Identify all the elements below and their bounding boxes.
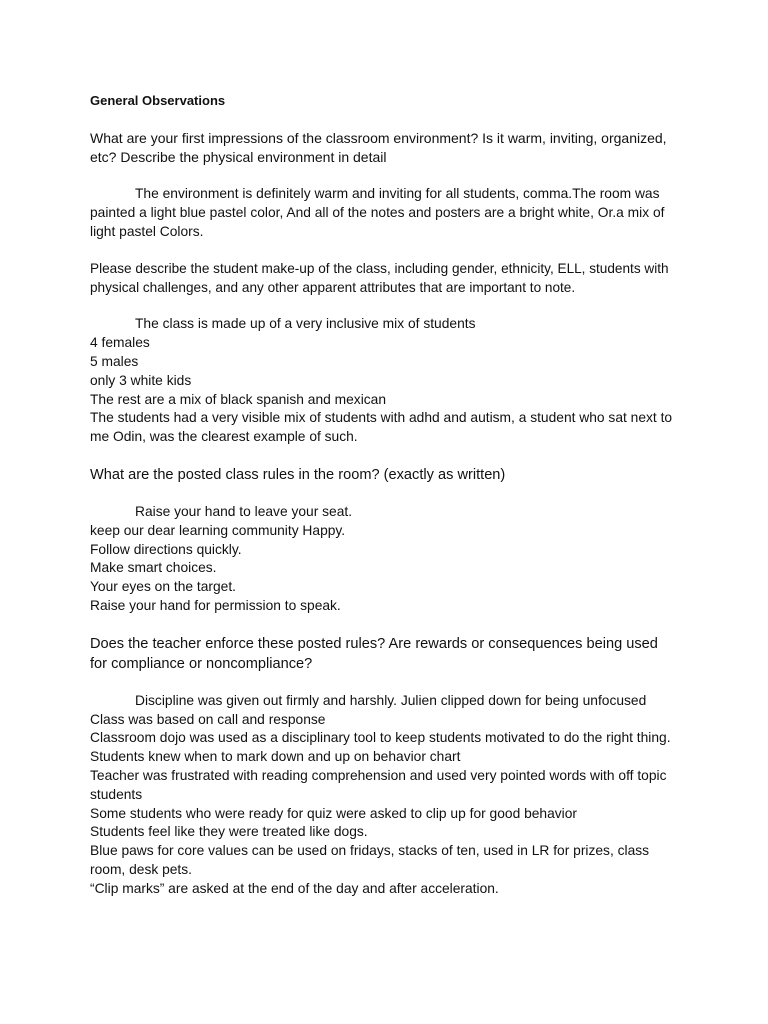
text-line: “Clip marks” are asked at the end of the day and after acceleration.	[90, 880, 499, 896]
text-line: Raise your hand to leave your seat.	[135, 503, 353, 519]
text-line: Students feel like they were treated like dogs.	[90, 824, 368, 840]
text-line: Follow directions quickly.	[90, 541, 242, 557]
text-line: keep our dear learning community Happy.	[90, 522, 346, 538]
text-line: Class was based on call and response	[90, 711, 326, 727]
question-posted-rules	[90, 465, 690, 485]
text-line: physical challenges, and any other apparent attributes that are important to note.	[90, 280, 576, 296]
text-line: Some students who were ready for quiz were asked to clip up for good behavior	[90, 805, 577, 821]
answer-rule-enforcement	[90, 692, 690, 899]
text-line: Does the teacher enforce these posted rules? Are rewards or consequences being used	[90, 635, 658, 652]
text-line: 5 males	[90, 353, 139, 369]
text-line: only 3 white kids	[90, 372, 192, 388]
question-rule-enforcement	[90, 634, 690, 674]
text-line: 4 females	[90, 335, 150, 351]
text-line: for compliance or noncompliance?	[90, 655, 313, 672]
text-line: What are the posted class rules in the room? (exactly as written)	[90, 466, 506, 483]
section-heading: General Observations	[90, 93, 226, 108]
text-line: Make smart choices.	[90, 560, 217, 576]
text-line: room, desk pets.	[90, 861, 192, 877]
text-line: painted a light blue pastel color, And all of the notes and posters are a bright white, Or.a mix of	[90, 204, 665, 220]
document-page	[90, 91, 690, 899]
answer-classroom-environment	[90, 185, 690, 241]
text-line: The environment is definitely warm and inviting for all students, comma.The room was	[135, 186, 660, 201]
text-line: me Odin, was the clearest example of such.	[90, 429, 358, 445]
answer-student-makeup	[90, 315, 690, 447]
answer-posted-rules	[90, 503, 690, 616]
text-line: Raise your hand for permission to speak.	[90, 597, 341, 613]
question-classroom-environment	[90, 129, 690, 167]
text-line: The students had a very visible mix of students with adhd and autism, a student who sat next to	[90, 410, 673, 426]
question-student-makeup	[90, 259, 690, 297]
text-line: Your eyes on the target.	[90, 579, 236, 595]
text-line: Students knew when to mark down and up on behavior chart	[90, 749, 461, 765]
text-line: The class is made up of a very inclusive mix of students	[135, 316, 476, 332]
text-line: Classroom dojo was used as a disciplinary tool to keep students motivated to do the right thing.	[90, 730, 671, 746]
text-line: students	[90, 786, 143, 802]
text-line: What are your first impressions of the classroom environment? Is it warm, inviting, organized,	[90, 130, 667, 146]
text-line: etc? Describe the physical environment in detail	[90, 149, 387, 165]
text-line: Discipline was given out firmly and harshly. Julien clipped down for being unfocused	[135, 692, 647, 708]
text-line: The rest are a mix of black spanish and mexican	[90, 391, 387, 407]
text-line: Blue paws for core values can be used on fridays, stacks of ten, used in LR for prizes, class	[90, 843, 650, 859]
text-line: Please describe the student make-up of the class, including gender, ethnicity, ELL, students with	[90, 261, 669, 277]
text-line: Teacher was frustrated with reading comprehension and used very pointed words with off topic	[90, 767, 667, 783]
text-line: light pastel Colors.	[90, 223, 204, 239]
